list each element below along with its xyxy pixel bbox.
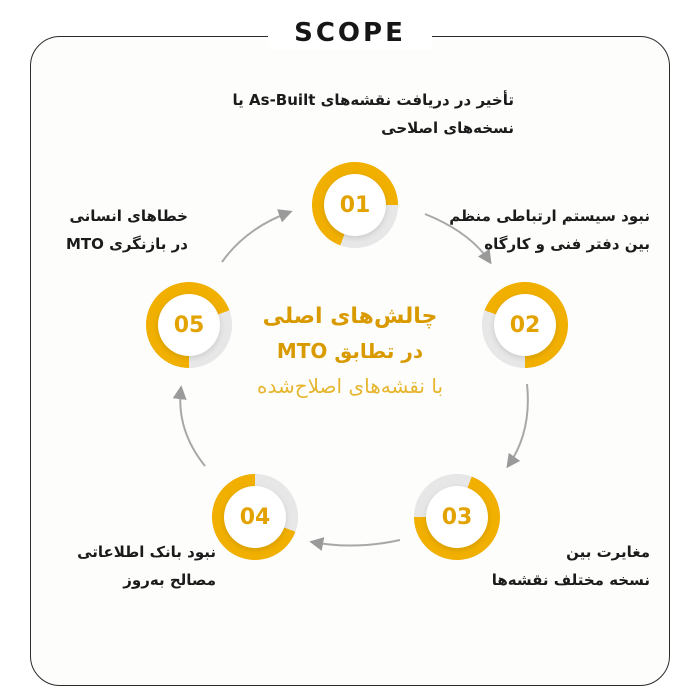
- step-05-line1: خطاهای انسانی: [69, 207, 188, 225]
- step-05-label: [66, 202, 188, 258]
- center-title-line3: با نقشه‌های اصلاح‌شده: [256, 374, 444, 398]
- center-title-line2: در تطابق MTO: [276, 339, 424, 363]
- step-04-number: 04: [224, 486, 286, 548]
- step-01-label: [233, 86, 514, 142]
- step-03-number: 03: [426, 486, 488, 548]
- step-01-number: 01: [324, 174, 386, 236]
- step-03-badge: [414, 474, 500, 560]
- arrow-03-to-04: [312, 540, 400, 546]
- step-04-label: [77, 538, 216, 594]
- step-02-line1: نبود سیستم ارتباطی منظم: [449, 207, 650, 225]
- step-03-line1: مغایرت بین: [566, 543, 650, 561]
- step-02-line2: بین دفتر فنی و کارگاه: [484, 235, 650, 253]
- center-title: [200, 300, 500, 404]
- step-01-line2: نسخه‌های اصلاحی: [381, 119, 514, 137]
- step-04-line2: مصالح به‌روز: [123, 571, 216, 589]
- arrow-05-to-01: [222, 212, 290, 262]
- step-01-badge: [312, 162, 398, 248]
- step-04-line1: نبود بانک اطلاعاتی: [77, 543, 216, 561]
- arrow-02-to-03: [508, 384, 528, 466]
- scope-logo: SCOPE: [294, 18, 406, 48]
- step-05-line2: در بازنگری MTO: [65, 235, 188, 253]
- step-02-label: [449, 202, 650, 258]
- step-01-line1: تأخیر در دریافت نقشه‌های As-Built یا: [232, 91, 514, 109]
- step-03-label: [492, 538, 650, 594]
- step-05-number: 05: [158, 294, 220, 356]
- step-02-number: 02: [494, 294, 556, 356]
- center-title-line1: چالش‌های اصلی: [262, 304, 438, 329]
- step-04-badge: [212, 474, 298, 560]
- step-03-line2: نسخه مختلف نقشه‌ها: [491, 571, 650, 589]
